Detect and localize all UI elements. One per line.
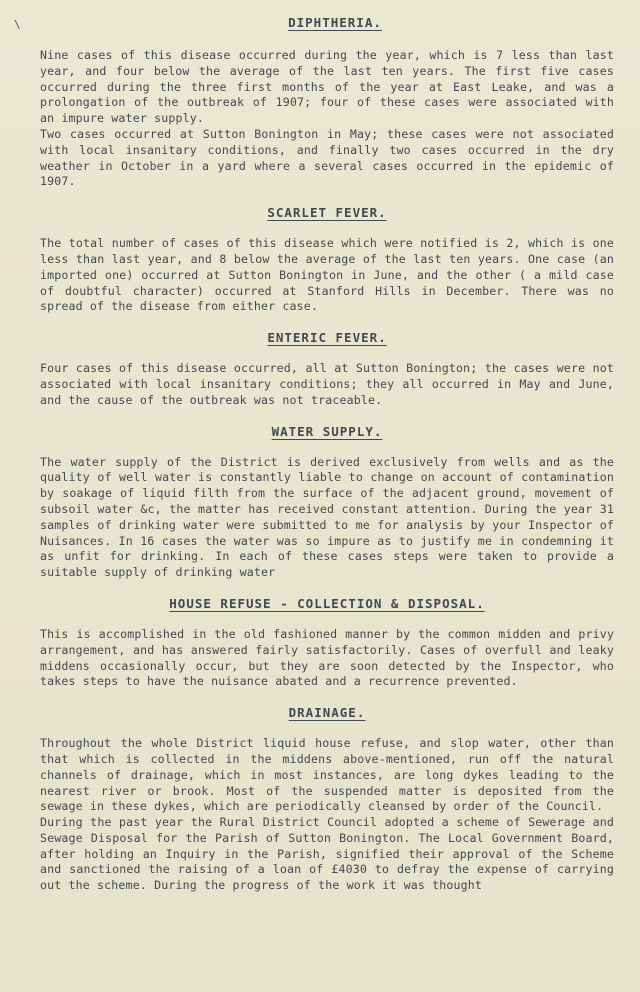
diphtheria-paragraph-2: Two cases occurred at Sutton Bonington in May; these cases were not associated with local insanitary conditions, and finally two cases occurred in the dry weather in October in a yard where a several cases occurred in the epidemic of 1907. [40, 126, 614, 189]
water-supply-paragraph: The water supply of the District is derived exclusively from wells and as the quality of well water is constantly liable to change on account of contamination by soakage of liquid filth from the surface of the adjacent ground, movement of subsoil water &c, the matter has received constant attention. During the year 31 samples of drinking water were submitted to me for analysis by your Inspector of Nuisances. In 16 cases the water was so impure as to justify me in condemning it as unfit for drinking. In each of these cases steps were taken to provide a suitable supply of drinking water [40, 454, 614, 580]
house-refuse-paragraph: This is accomplished in the old fashioned manner by the common midden and privy arrangement, and has answered fairly satisfactorily. Cases of overfull and leaky middens occasionally occur, but they are soon detected by the Inspector, who takes steps to have the nuisance abated and a recurrence prevented. [40, 626, 614, 689]
heading-drainage: DRAINAGE. [288, 705, 366, 721]
drainage-paragraph-2: During the past year the Rural District Council adopted a scheme of Sewerage and Sewage Disposal for the Parish of Sutton Bonington. The Local Government Board, after holding an Inquiry in the Parish, signified their approval of the Scheme and sanctioned the raising of a loan of £4030 to defray the expense of carrying out the scheme. During the progress of the work it was thought [40, 815, 614, 893]
heading-water-supply: WATER SUPPLY. [271, 423, 383, 439]
heading-diphtheria: DIPHTHERIA. [288, 15, 382, 30]
scarlet-fever-paragraph: The total number of cases of this disease which were notified is 2, which is one less than last year, and 8 below the average of the last ten years. One case (an imported one) occurred at Sutton Bonington in June, and the other ( a mild case of doubtful character) occurred at Stanford Hills in December. There was no spread of the disease from either case. [40, 236, 614, 314]
heading-enteric-fever: ENTERIC FEVER. [267, 330, 387, 346]
drainage-paragraph-1: Throughout the whole District liquid house refuse, and slop water, other than that which is collected in the middens above-mentioned, run off the natural channels of drainage, which in most instances, are long dykes leading to the nearest river or brook. Most of the suspended matter is deposited from the sewage in these dykes, which are periodically cleansed by order of the Council. [40, 736, 614, 814]
enteric-fever-paragraph: Four cases of this disease occurred, all at Sutton Bonington; the cases were not associated with local insanitary conditions; they all occurred in May and June, and the cause of the outbreak was not traceable. [40, 361, 614, 407]
diphtheria-paragraph-1: Nine cases of this disease occurred during the year, which is 7 less than last year, and four below the average of the last ten years. The first five cases occurred during the three first months of the year at East Leake, and was a prolongation of the outbreak of 1907; four of these cases were associated with an impure water supply. [40, 48, 614, 126]
heading-scarlet-fever: SCARLET FEVER. [267, 205, 387, 221]
heading-house-refuse: HOUSE REFUSE - COLLECTION & DISPOSAL. [169, 595, 485, 611]
corner-mark: \ [14, 18, 21, 31]
